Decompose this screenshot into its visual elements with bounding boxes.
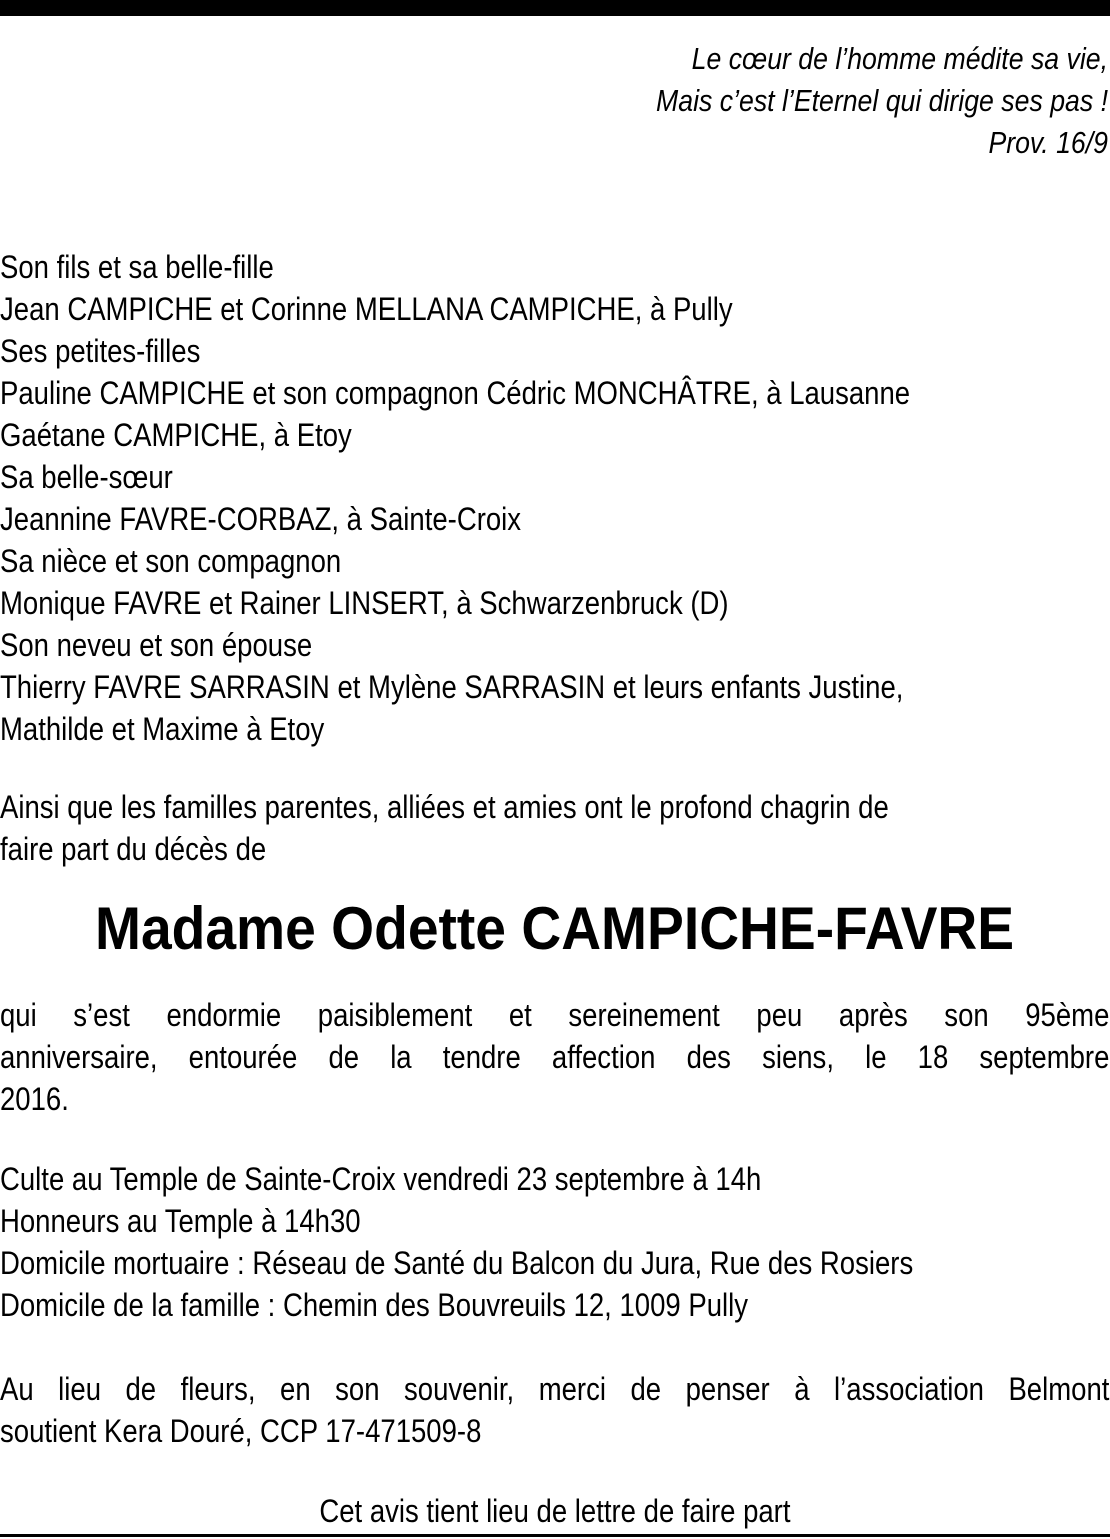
epigraph-line-1: Le cœur de l’homme médite sa vie, [691,41,1108,76]
death-notice-line-3: 2016. [0,1081,69,1117]
family-line: Pauline CAMPICHE et son compagnon Cédric MONCHÂTRE, à Lausanne [0,375,911,411]
intro-paragraph [0,786,1109,870]
death-notice-paragraph [0,994,1109,1120]
family-line: Gaétane CAMPICHE, à Etoy [0,417,352,453]
family-line: Thierry FAVRE SARRASIN et Mylène SARRASIN et leurs enfants Justine, [0,669,904,705]
family-line: Ses petites-filles [0,333,201,369]
family-line: Mathilde et Maxime à Etoy [0,711,325,747]
donation-line-2: soutient Kera Douré, CCP 17-471509-8 [0,1413,482,1449]
family-line: Sa belle-sœur [0,459,173,495]
deceased-name-heading [0,893,1110,965]
family-line: Monique FAVRE et Rainer LINSERT, à Schwarzenbruck (D) [0,585,729,621]
family-line: Jeannine FAVRE-CORBAZ, à Sainte-Croix [0,501,522,537]
service-culte: Culte au Temple de Sainte-Croix vendredi 23 septembre à 14h [0,1161,762,1197]
donation-line-1: Au lieu de fleurs, en son souvenir, merci de penser à l’association Belmont [0,1371,1110,1407]
footer-text: Cet avis tient lieu de lettre de faire part [319,1493,791,1529]
family-line: Son neveu et son épouse [0,627,313,663]
epigraph-reference: Prov. 16/9 [988,125,1108,160]
footer-note [0,1490,1110,1532]
service-domicile-famille: Domicile de la famille : Chemin des Bouvreuils 12, 1009 Pully [0,1287,748,1323]
bottom-rule [0,1534,1110,1537]
death-notice-line-1: qui s’est endormie paisiblement et sereinement peu après son 95ème [0,997,1110,1033]
service-details [0,1158,1109,1326]
family-line: Jean CAMPICHE et Corinne MELLANA CAMPICHE, à Pully [0,291,733,327]
family-list [0,246,1109,750]
intro-line-2: faire part du décès de [0,831,267,867]
donation-paragraph [0,1368,1109,1452]
epigraph [248,38,1108,164]
deceased-name: Madame Odette CAMPICHE-FAVRE [95,895,1015,962]
service-domicile-mortuaire: Domicile mortuaire : Réseau de Santé du Balcon du Jura, Rue des Rosiers [0,1245,914,1281]
family-line: Sa nièce et son compagnon [0,543,342,579]
epigraph-line-2: Mais c’est l’Eternel qui dirige ses pas ! [656,83,1108,118]
intro-line-1: Ainsi que les familles parentes, alliées et amies ont le profond chagrin de [0,789,889,825]
service-honneurs: Honneurs au Temple à 14h30 [0,1203,361,1239]
death-notice-line-2: anniversaire, entourée de la tendre affection des siens, le 18 septembre [0,1039,1110,1075]
top-rule [0,0,1110,16]
family-line: Son fils et sa belle-fille [0,249,274,285]
